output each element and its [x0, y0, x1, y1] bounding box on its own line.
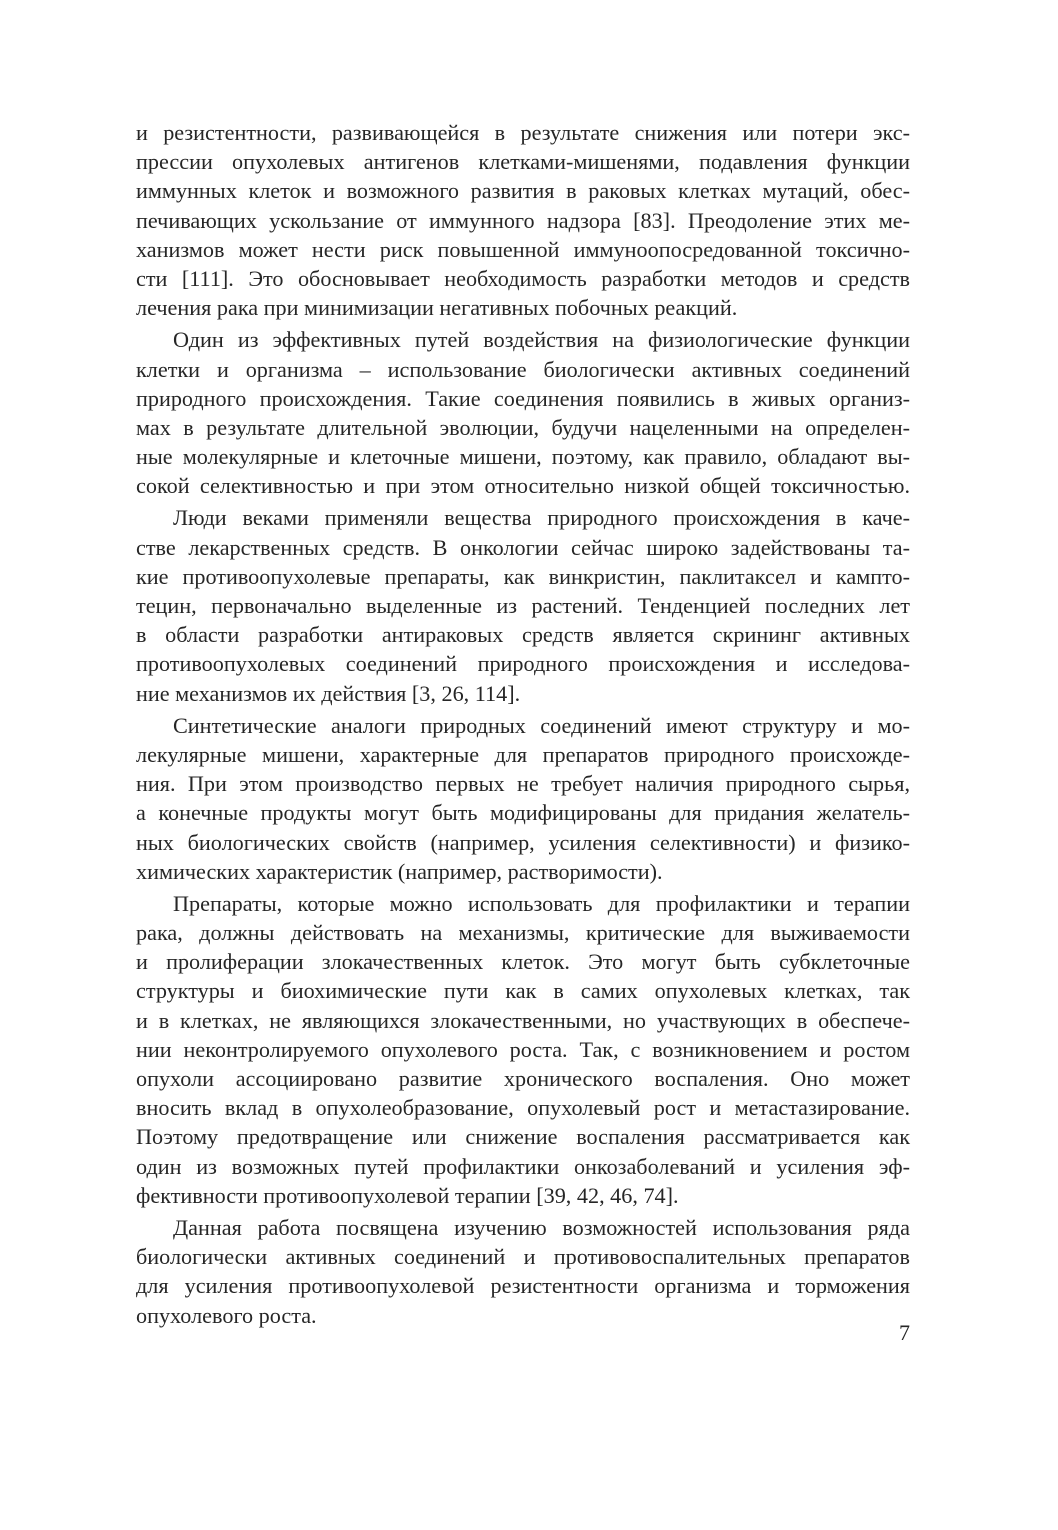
text-line: кие противоопухолевые препараты, как винкристин, паклитаксел и кампто-	[136, 563, 910, 589]
text-line: и резистентности, развивающейся в результате снижения или потери экс-	[136, 120, 910, 145]
text-line: один из возможных путей профилактики онкозаболеваний и усиления эф-	[136, 1153, 910, 1179]
text-line: природного происхождения. Такие соединения появились в живых организ-	[136, 385, 910, 411]
text-line: в области разработки антираковых средств является скрининг активных	[136, 622, 910, 648]
text-line: Препараты, которые можно использовать для профилактики и терапии	[173, 890, 910, 916]
paragraph-3	[136, 503, 910, 707]
text-line: фективности противоопухолевой терапии [39, 42, 46, 74].	[136, 1182, 679, 1208]
text-line: тецин, первоначально выделенные из растений. Тенденцией последних лет	[136, 593, 910, 618]
text-line: биологически активных соединений и противовоспалительных препаратов	[136, 1244, 910, 1270]
text-line: Поэтому предотвращение или снижение воспаления рассматривается как	[136, 1124, 910, 1150]
text-line: опухолевого роста.	[136, 1302, 317, 1328]
text-line: ных биологических свойств (например, усиления селективности) и физико-	[136, 829, 910, 855]
text-line: лекулярные мишени, характерные для препаратов природного происхожде-	[136, 741, 910, 767]
text-line: ния. При этом производство первых не требует наличия природного сырья,	[136, 771, 910, 797]
text-line: структуры и биохимические пути как в самих опухолевых клетках, так	[136, 978, 910, 1004]
text-line: рака, должны действовать на механизмы, критические для выживаемости	[136, 920, 910, 946]
paragraph-4	[136, 711, 910, 886]
text-line: для усиления противоопухолевой резистентности организма и торможения	[136, 1273, 910, 1299]
text-line: Один из эффективных путей воздействия на физиологические функции	[173, 327, 910, 353]
text-line: сти [111]. Это обосновывает необходимость разработки методов и средств	[136, 265, 910, 291]
page-number: 7	[899, 1320, 910, 1345]
text-line: нии неконтролируемого опухолевого роста. Так, с возникновением и ростом	[136, 1036, 910, 1062]
text-line: прессии опухолевых антигенов клетками-мишенями, подавления функции	[136, 149, 910, 175]
paragraph-5	[136, 889, 910, 1210]
text-line: лечения рака при минимизации негативных побочных реакций.	[136, 295, 738, 321]
text-line: мах в результате длительной эволюции, будучи нацеленными на определен-	[136, 414, 910, 440]
body-text	[136, 118, 910, 1333]
text-line: стве лекарственных средств. В онкологии сейчас широко задействованы та-	[136, 534, 910, 560]
text-line: ние механизмов их действия [3, 26, 114].	[136, 680, 521, 706]
text-line: иммунных клеток и возможного развития в раковых клетках мутаций, обес-	[136, 178, 910, 204]
text-line: и в клетках, не являющихся злокачественными, но участвующих в обеспече-	[136, 1007, 910, 1033]
text-line: Люди веками применяли вещества природного происхождения в каче-	[173, 505, 910, 531]
text-line: ханизмов может нести риск повышенной иммуноопосредованной токсично-	[136, 236, 910, 262]
text-line: Данная работа посвящена изучению возможностей использования ряда	[173, 1214, 910, 1240]
text-line: сокой селективностью и при этом относительно низкой общей токсичностью.	[136, 473, 910, 499]
text-line: вносить вклад в опухолеобразование, опухолевый рост и метастазирование.	[136, 1095, 910, 1121]
text-line: Синтетические аналоги природных соединений имеют структуру и мо-	[173, 712, 910, 738]
text-line: печивающих ускользание от иммунного надзора [83]. Преодоление этих ме-	[136, 207, 910, 233]
paragraph-2	[136, 325, 910, 500]
text-line: и пролиферации злокачественных клеток. Это могут быть субклеточные	[136, 949, 910, 975]
text-line: противоопухолевых соединений природного происхождения и исследова-	[136, 651, 910, 677]
text-line: опухоли ассоциировано развитие хронического воспаления. Оно может	[136, 1066, 910, 1091]
text-line: а конечные продукты могут быть модифицированы для придания желатель-	[136, 800, 910, 826]
text-line: химических характеристик (например, растворимости).	[136, 858, 663, 884]
paragraph-1	[136, 118, 910, 322]
text-line: клетки и организма – использование биологически активных соединений	[136, 356, 910, 382]
text-line: ные молекулярные и клеточные мишени, поэтому, как правило, обладают вы-	[136, 444, 910, 470]
paragraph-6	[136, 1213, 910, 1330]
